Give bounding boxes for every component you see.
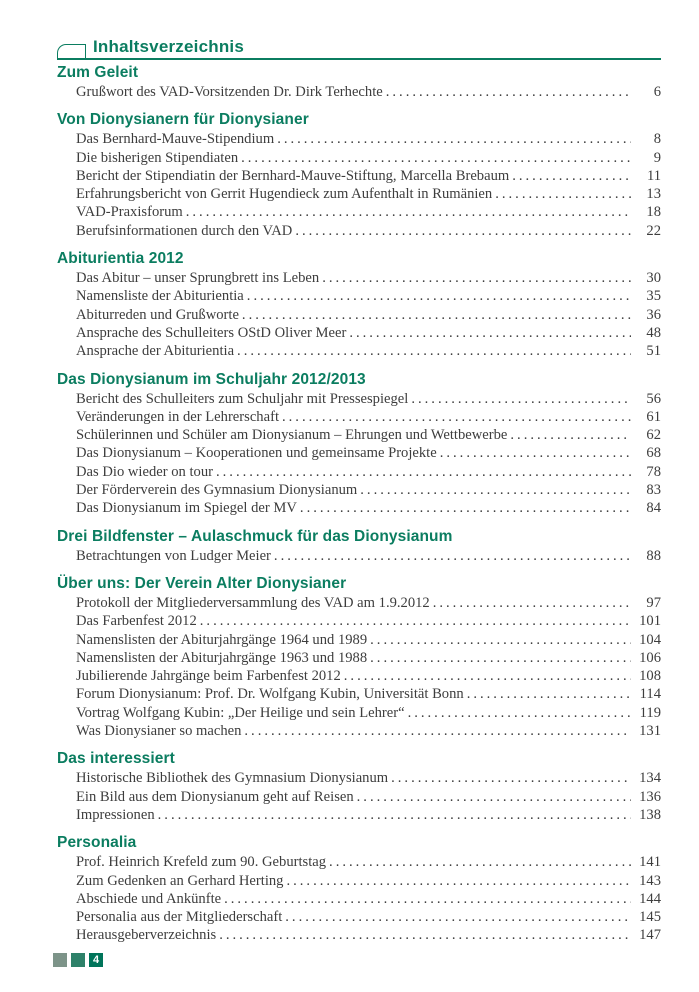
- entry-page-number: 68: [646, 445, 661, 462]
- dot-leader: [285, 908, 631, 926]
- entry-page-number: 88: [646, 547, 661, 564]
- toc-entry: [57, 631, 661, 649]
- entry-label: Abiturreden und Grußworte: [76, 306, 239, 323]
- entry-page-number: 143: [639, 872, 661, 889]
- entry-page-number: 30: [646, 270, 661, 287]
- toc-entry: [57, 594, 661, 612]
- toc-entry: [57, 444, 661, 462]
- entry-label: Das Bernhard-Mauve-Stipendium: [76, 131, 275, 148]
- dot-leader: [322, 269, 631, 287]
- dot-leader: [300, 499, 631, 517]
- entry-label: Bericht der Stipendiatin der Bernhard-Mauve-Stiftung, Marcella Brebaum: [76, 167, 510, 184]
- dot-leader: [344, 667, 631, 685]
- toc-entry: [57, 926, 661, 944]
- entry-label: Erfahrungsbericht von Gerrit Hugendieck zum Aufenthalt in Rumänien: [76, 186, 493, 203]
- toc-entry: [57, 667, 661, 685]
- entry-label: Zum Gedenken an Gerhard Herting: [76, 872, 284, 889]
- entry-label: Herausgeberverzeichnis: [76, 927, 217, 944]
- toc-entry: [57, 499, 661, 517]
- entry-page-number: 106: [639, 649, 661, 666]
- entry-label: Der Förderverein des Gymnasium Dionysianum: [76, 482, 358, 499]
- toc-entry: [57, 612, 661, 630]
- page-title: Inhaltsverzeichnis: [93, 37, 244, 56]
- toc-section: [57, 370, 661, 518]
- toc-section: [57, 833, 661, 944]
- dot-leader: [158, 806, 631, 824]
- dot-leader: [282, 408, 631, 426]
- dot-leader: [433, 594, 631, 612]
- toc-entry: [57, 306, 661, 324]
- toc-entry: [57, 704, 661, 722]
- toc-entry: [57, 872, 661, 890]
- toc-section: [57, 527, 661, 565]
- entry-page-number: 9: [653, 149, 661, 166]
- dot-leader: [295, 222, 631, 240]
- toc-entry: [57, 806, 661, 824]
- dot-leader: [408, 704, 631, 722]
- entry-page-number: 78: [646, 463, 661, 480]
- entry-page-number: 131: [639, 723, 661, 740]
- dot-leader: [247, 287, 631, 305]
- dot-leader: [370, 631, 631, 649]
- header-rule: [57, 58, 661, 60]
- entry-label: Historische Bibliothek des Gymnasium Dionysianum: [76, 770, 389, 787]
- entry-page-number: 13: [646, 186, 661, 203]
- entry-label: Das Dionysianum – Kooperationen und gemeinsame Projekte: [76, 445, 437, 462]
- entry-page-number: 114: [639, 686, 661, 703]
- toc-section: [57, 574, 661, 740]
- dot-leader: [237, 342, 631, 360]
- dot-leader: [391, 769, 631, 787]
- section-heading: Über uns: Der Verein Alter Dionysianer: [57, 574, 347, 592]
- entry-page-number: 83: [646, 482, 661, 499]
- entry-label: Ansprache des Schulleiters OStD Oliver Meer: [76, 324, 347, 341]
- entry-page-number: 8: [653, 131, 661, 148]
- toc-entry: [57, 390, 661, 408]
- entry-page-number: 141: [639, 854, 661, 871]
- dot-leader: [242, 306, 631, 324]
- toc-list: [57, 63, 661, 945]
- entry-page-number: 136: [639, 788, 661, 805]
- entry-page-number: 62: [646, 427, 661, 444]
- entry-label: Betrachtungen von Ludger Meier: [76, 547, 271, 564]
- entry-page-number: 51: [646, 343, 661, 360]
- entry-label: Das Dionysianum im Spiegel der MV: [76, 500, 297, 517]
- footer-square-1: [53, 953, 67, 967]
- entry-page-number: 108: [639, 668, 661, 685]
- entry-page-number: 134: [639, 770, 661, 787]
- section-heading: Das interessiert: [57, 750, 175, 768]
- toc-section: [57, 63, 661, 101]
- entry-page-number: 11: [646, 167, 661, 184]
- entry-label: Namensliste der Abiturientia: [76, 288, 244, 305]
- entry-page-number: 48: [646, 324, 661, 341]
- section-heading: Von Dionysianern für Dionysianer: [57, 111, 309, 129]
- dot-leader: [274, 547, 631, 565]
- entry-page-number: 22: [646, 222, 661, 239]
- dot-leader: [357, 788, 631, 806]
- dot-leader: [224, 890, 631, 908]
- toc-entry: [57, 83, 661, 101]
- toc-section: [57, 749, 661, 824]
- toc-entry: [57, 426, 661, 444]
- entry-page-number: 97: [646, 594, 661, 611]
- dot-leader: [360, 481, 631, 499]
- toc-entry: [57, 481, 661, 499]
- toc-entry: [57, 287, 661, 305]
- entry-label: Was Dionysianer so machen: [76, 723, 242, 740]
- entry-label: Bericht des Schulleiters zum Schuljahr mit Pressespiegel: [76, 390, 409, 407]
- toc-entry: [57, 463, 661, 481]
- dot-leader: [467, 685, 631, 703]
- entry-page-number: 144: [639, 890, 661, 907]
- toc-entry: [57, 685, 661, 703]
- entry-label: Ansprache der Abiturientia: [76, 343, 235, 360]
- dot-leader: [510, 426, 631, 444]
- page-header: [57, 0, 661, 60]
- section-heading: Das Dionysianum im Schuljahr 2012/2013: [57, 370, 366, 388]
- entry-page-number: 101: [639, 613, 661, 630]
- entry-label: Protokoll der Mitgliederversammlung des VAD am 1.9.2012: [76, 594, 430, 611]
- toc-entry: [57, 130, 661, 148]
- toc-entry: [57, 853, 661, 871]
- entry-page-number: 145: [639, 909, 661, 926]
- entry-label: Ein Bild aus dem Dionysianum geht auf Reisen: [76, 788, 354, 805]
- entry-page-number: 138: [639, 806, 661, 823]
- toc-entry: [57, 547, 661, 565]
- entry-label: Berufsinformationen durch den VAD: [76, 222, 293, 239]
- toc-entry: [57, 185, 661, 203]
- toc-entry: [57, 722, 661, 740]
- toc-entry: [57, 222, 661, 240]
- entry-label: Die bisherigen Stipendiaten: [76, 149, 239, 166]
- entry-label: Namenslisten der Abiturjahrgänge 1963 und 1988: [76, 649, 368, 666]
- toc-entry: [57, 408, 661, 426]
- dot-leader: [186, 203, 631, 221]
- toc-entry: [57, 203, 661, 221]
- entry-label: Jubilierende Jahrgänge beim Farbenfest 2012: [76, 668, 341, 685]
- section-heading: Personalia: [57, 834, 137, 852]
- dot-leader: [286, 872, 631, 890]
- entry-label: Grußwort des VAD-Vorsitzenden Dr. Dirk Terhechte: [76, 84, 383, 100]
- dot-leader: [219, 926, 631, 944]
- dot-leader: [241, 149, 631, 167]
- entry-label: Impressionen: [76, 806, 155, 823]
- entry-label: Veränderungen in der Lehrerschaft: [76, 408, 279, 425]
- entry-page-number: 119: [639, 704, 661, 721]
- entry-label: Schülerinnen und Schüler am Dionysianum – Ehrungen und Wettbewerbe: [76, 427, 508, 444]
- dot-leader: [411, 390, 631, 408]
- entry-label: Abschiede und Ankünfte: [76, 890, 222, 907]
- toc-entry: [57, 149, 661, 167]
- dot-leader: [386, 83, 631, 101]
- toc-entry: [57, 342, 661, 360]
- page-footer: [53, 953, 103, 967]
- dot-leader: [200, 612, 631, 630]
- entry-label: Vortrag Wolfgang Kubin: „Der Heilige und sein Lehrer“: [76, 704, 405, 721]
- footer-square-2: [71, 953, 85, 967]
- entry-page-number: 61: [646, 408, 661, 425]
- entry-label: Personalia aus der Mitgliederschaft: [76, 909, 283, 926]
- entry-page-number: 84: [646, 500, 661, 517]
- toc-entry: [57, 167, 661, 185]
- entry-label: Namenslisten der Abiturjahrgänge 1964 und 1989: [76, 631, 368, 648]
- entry-label: Das Abitur – unser Sprungbrett ins Leben: [76, 270, 320, 287]
- toc-section: [57, 249, 661, 360]
- dot-leader: [329, 853, 631, 871]
- dot-leader: [495, 185, 631, 203]
- entry-page-number: 35: [646, 288, 661, 305]
- toc-section: [57, 110, 661, 240]
- dot-leader: [349, 324, 631, 342]
- entry-page-number: 147: [639, 927, 661, 944]
- entry-label: Das Dio wieder on tour: [76, 463, 213, 480]
- toc-entry: [57, 324, 661, 342]
- footer-page-number: 4: [89, 953, 103, 967]
- entry-page-number: 6: [653, 84, 661, 100]
- toc-entry: [57, 890, 661, 908]
- section-heading: Drei Bildfenster – Aulaschmuck für das Dionysianum: [57, 527, 453, 545]
- section-heading: Zum Geleit: [57, 64, 139, 81]
- entry-label: Prof. Heinrich Krefeld zum 90. Geburtstag: [76, 854, 327, 871]
- section-heading: Abiturientia 2012: [57, 250, 184, 268]
- entry-page-number: 36: [646, 306, 661, 323]
- dot-leader: [440, 444, 631, 462]
- dot-leader: [216, 463, 631, 481]
- toc-entry: [57, 788, 661, 806]
- toc-entry: [57, 769, 661, 787]
- dot-leader: [512, 167, 631, 185]
- dot-leader: [244, 722, 631, 740]
- dot-leader: [277, 130, 631, 148]
- entry-page-number: 56: [646, 390, 661, 407]
- entry-page-number: 104: [639, 631, 661, 648]
- toc-entry: [57, 908, 661, 926]
- entry-label: VAD-Praxisforum: [76, 204, 183, 221]
- entry-label: Forum Dionysianum: Prof. Dr. Wolfgang Kubin, Universität Bonn: [76, 686, 464, 703]
- toc-entry: [57, 269, 661, 287]
- entry-page-number: 18: [646, 204, 661, 221]
- dot-leader: [370, 649, 631, 667]
- entry-label: Das Farbenfest 2012: [76, 613, 197, 630]
- toc-entry: [57, 649, 661, 667]
